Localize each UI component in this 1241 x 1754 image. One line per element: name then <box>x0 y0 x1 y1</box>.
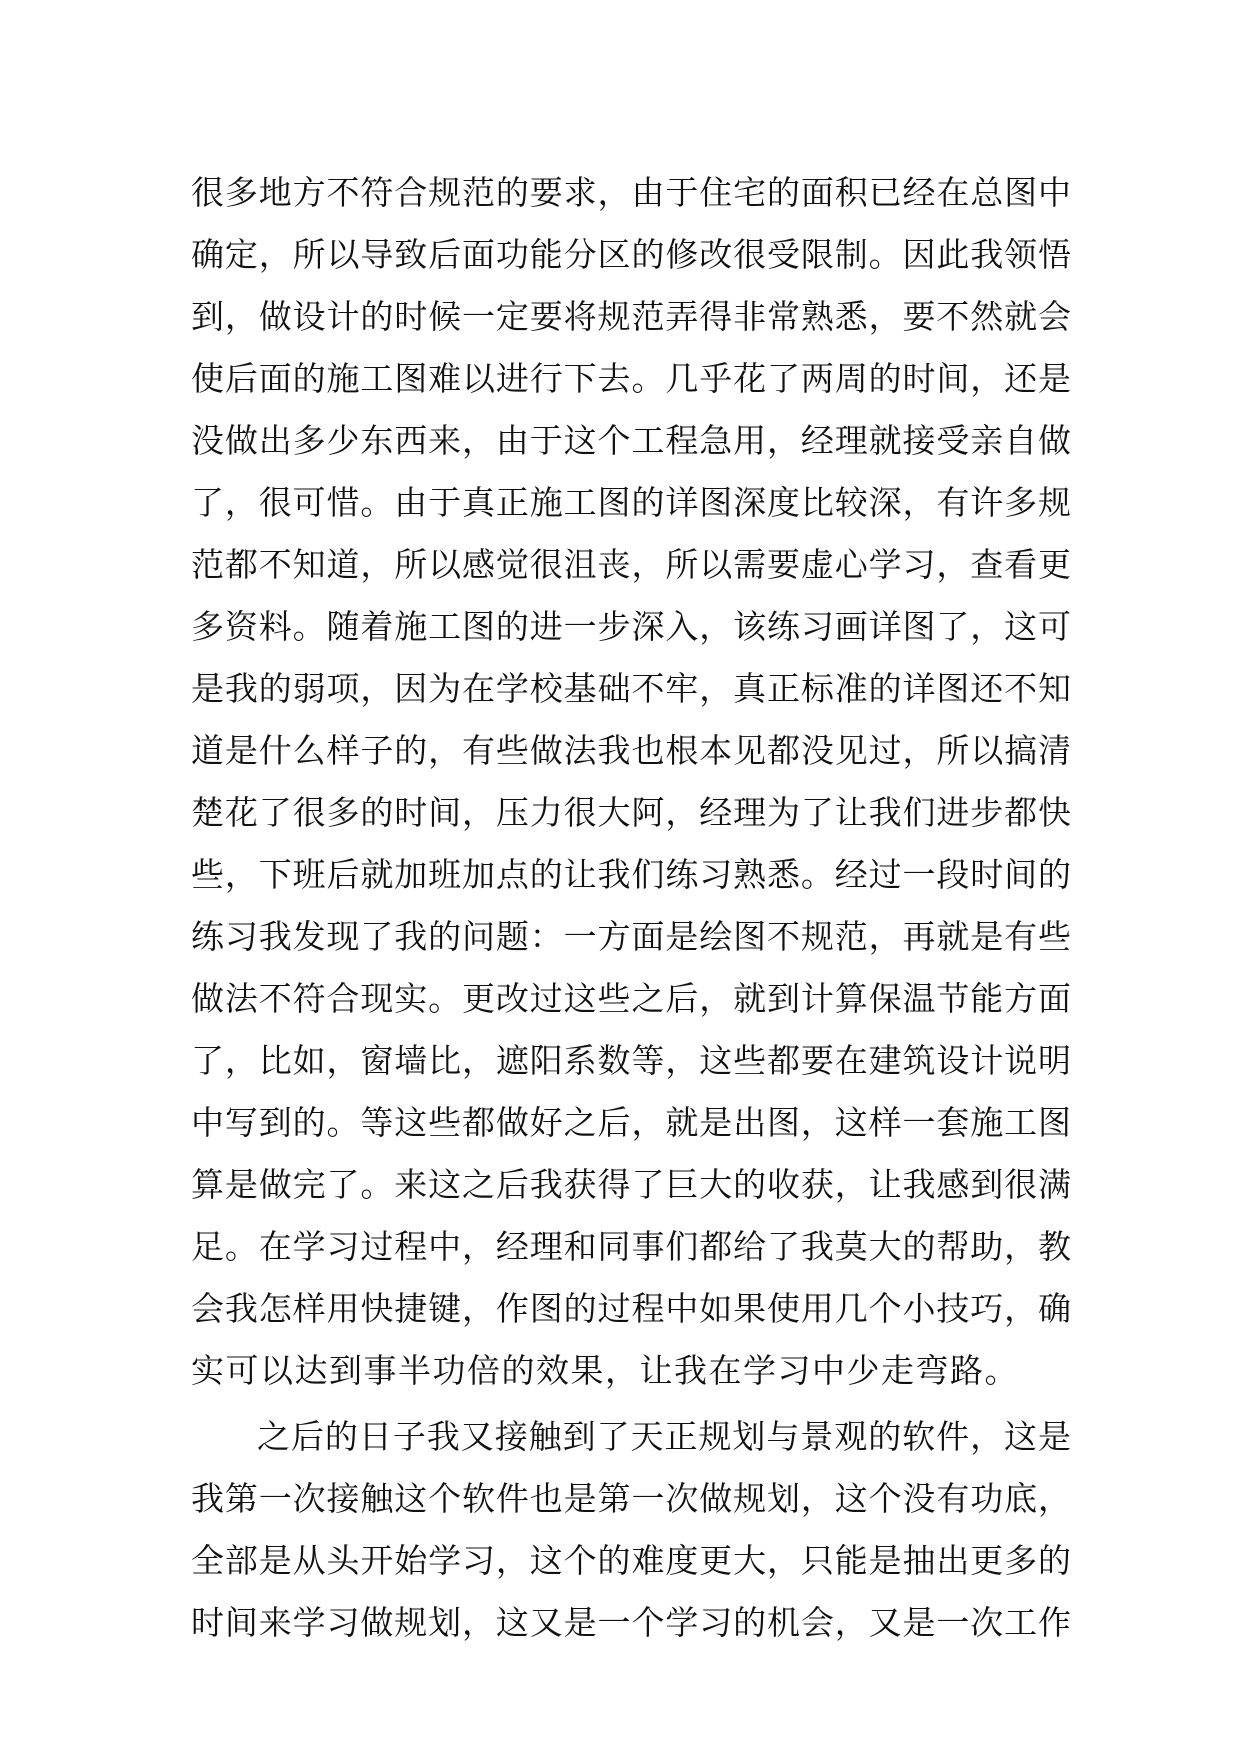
text-line: 很多地方不符合规范的要求，由于住宅的面积已经在总图中 <box>191 173 1071 212</box>
paragraph-1 <box>191 162 1071 1402</box>
text-line: 些，下班后就加班加点的让我们练习熟悉。经过一段时间的 <box>191 855 1071 894</box>
body-text <box>191 162 1071 1654</box>
text-line: 没做出多少东西来，由于这个工程急用，经理就接受亲自做 <box>191 421 1071 460</box>
text-line: 实可以达到事半功倍的效果，让我在学习中少走弯路。 <box>191 1351 1019 1390</box>
text-line: 时间来学习做规划，这又是一个学习的机会，又是一次工作 <box>191 1603 1071 1642</box>
text-line: 了，很可惜。由于真正施工图的详图深度比较深，有许多规 <box>191 483 1071 522</box>
text-line: 会我怎样用快捷键，作图的过程中如果使用几个小技巧，确 <box>191 1289 1071 1328</box>
text-line: 算是做完了。来这之后我获得了巨大的收获，让我感到很满 <box>191 1165 1071 1204</box>
text-line: 了，比如，窗墙比，遮阳系数等，这些都要在建筑设计说明 <box>191 1041 1071 1080</box>
text-line: 是我的弱项，因为在学校基础不牢，真正标准的详图还不知 <box>191 669 1071 708</box>
text-line: 我第一次接触这个软件也是第一次做规划，这个没有功底， <box>191 1479 1071 1518</box>
text-line: 中写到的。等这些都做好之后，就是出图，这样一套施工图 <box>191 1103 1071 1142</box>
text-line: 之后的日子我又接触到了天正规划与景观的软件，这是 <box>257 1417 1071 1456</box>
text-line: 确定，所以导致后面功能分区的修改很受限制。因此我领悟 <box>191 235 1071 274</box>
text-line: 到，做设计的时候一定要将规范弄得非常熟悉，要不然就会 <box>191 297 1071 336</box>
text-line: 全部是从头开始学习，这个的难度更大，只能是抽出更多的 <box>191 1541 1071 1580</box>
text-line: 足。在学习过程中，经理和同事们都给了我莫大的帮助，教 <box>191 1227 1071 1266</box>
text-line: 多资料。随着施工图的进一步深入，该练习画详图了，这可 <box>191 607 1071 646</box>
text-line: 做法不符合现实。更改过这些之后，就到计算保温节能方面 <box>191 979 1071 1018</box>
paragraph-2 <box>191 1406 1071 1654</box>
text-line: 道是什么样子的，有些做法我也根本见都没见过，所以搞清 <box>191 731 1071 770</box>
text-line: 楚花了很多的时间，压力很大阿，经理为了让我们进步都快 <box>191 793 1071 832</box>
text-line: 练习我发现了我的问题：一方面是绘图不规范，再就是有些 <box>191 917 1071 956</box>
text-line: 使后面的施工图难以进行下去。几乎花了两周的时间，还是 <box>191 359 1071 398</box>
text-line: 范都不知道，所以感觉很沮丧，所以需要虚心学习，查看更 <box>191 545 1071 584</box>
